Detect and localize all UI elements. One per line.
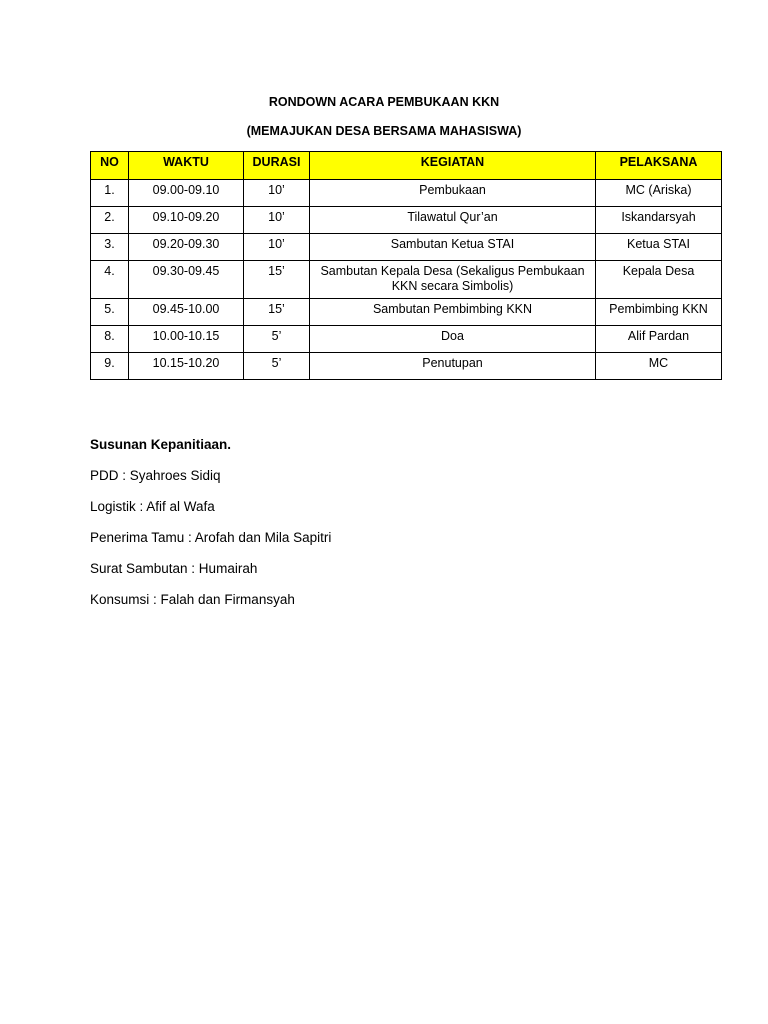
table-row — [91, 180, 722, 207]
table-row — [91, 353, 722, 380]
cell-durasi: 10’ — [244, 234, 310, 261]
table-row — [91, 207, 722, 234]
header-pelaksana: PELAKSANA — [596, 152, 722, 180]
table-row — [91, 326, 722, 353]
header-waktu: WAKTU — [129, 152, 244, 180]
cell-pelaksana: Ketua STAI — [596, 234, 722, 261]
cell-no: 5. — [91, 299, 129, 326]
header-durasi: DURASI — [244, 152, 310, 180]
cell-durasi: 15’ — [244, 261, 310, 299]
cell-durasi: 5’ — [244, 353, 310, 380]
cell-no: 4. — [91, 261, 129, 299]
cell-waktu: 09.45-10.00 — [129, 299, 244, 326]
header-kegiatan: KEGIATAN — [310, 152, 596, 180]
document-subtitle: (MEMAJUKAN DESA BERSAMA MAHASISWA) — [246, 124, 522, 138]
table-row — [91, 234, 722, 261]
table-header-row — [91, 152, 722, 180]
committee-line: Penerima Tamu : Arofah dan Mila Sapitri — [90, 530, 332, 545]
cell-durasi: 15’ — [244, 299, 310, 326]
committee-line: Surat Sambutan : Humairah — [90, 561, 258, 576]
cell-no: 2. — [91, 207, 129, 234]
cell-waktu: 10.00-10.15 — [129, 326, 244, 353]
committee-line: Logistik : Afif al Wafa — [90, 499, 215, 514]
cell-kegiatan: Sambutan Pembimbing KKN — [310, 299, 596, 326]
cell-kegiatan: Sambutan Kepala Desa (Sekaligus Pembukaan KKN secara Simbolis) — [310, 261, 596, 299]
cell-pelaksana: MC — [596, 353, 722, 380]
committee-heading: Susunan Kepanitiaan. — [90, 437, 232, 452]
cell-waktu: 09.20-09.30 — [129, 234, 244, 261]
cell-pelaksana: Pembimbing KKN — [596, 299, 722, 326]
cell-pelaksana: Kepala Desa — [596, 261, 722, 299]
cell-kegiatan: Pembukaan — [310, 180, 596, 207]
table-row — [91, 261, 722, 299]
cell-waktu: 09.30-09.45 — [129, 261, 244, 299]
committee-line: Konsumsi : Falah dan Firmansyah — [90, 592, 295, 607]
cell-kegiatan: Tilawatul Qur’an — [310, 207, 596, 234]
cell-waktu: 09.10-09.20 — [129, 207, 244, 234]
cell-no: 9. — [91, 353, 129, 380]
cell-no: 3. — [91, 234, 129, 261]
cell-durasi: 10’ — [244, 180, 310, 207]
rundown-table — [90, 151, 722, 380]
committee-section — [90, 437, 331, 623]
cell-kegiatan: Doa — [310, 326, 596, 353]
cell-no: 8. — [91, 326, 129, 353]
cell-pelaksana: MC (Ariska) — [596, 180, 722, 207]
document-title: RONDOWN ACARA PEMBUKAAN KKN — [268, 95, 500, 109]
cell-kegiatan: Penutupan — [310, 353, 596, 380]
cell-waktu: 09.00-09.10 — [129, 180, 244, 207]
cell-durasi: 10’ — [244, 207, 310, 234]
cell-no: 1. — [91, 180, 129, 207]
committee-line: PDD : Syahroes Sidiq — [90, 468, 221, 483]
cell-waktu: 10.15-10.20 — [129, 353, 244, 380]
cell-pelaksana: Alif Pardan — [596, 326, 722, 353]
cell-kegiatan: Sambutan Ketua STAI — [310, 234, 596, 261]
cell-durasi: 5’ — [244, 326, 310, 353]
cell-pelaksana: Iskandarsyah — [596, 207, 722, 234]
header-no: NO — [91, 152, 129, 180]
table-row — [91, 299, 722, 326]
